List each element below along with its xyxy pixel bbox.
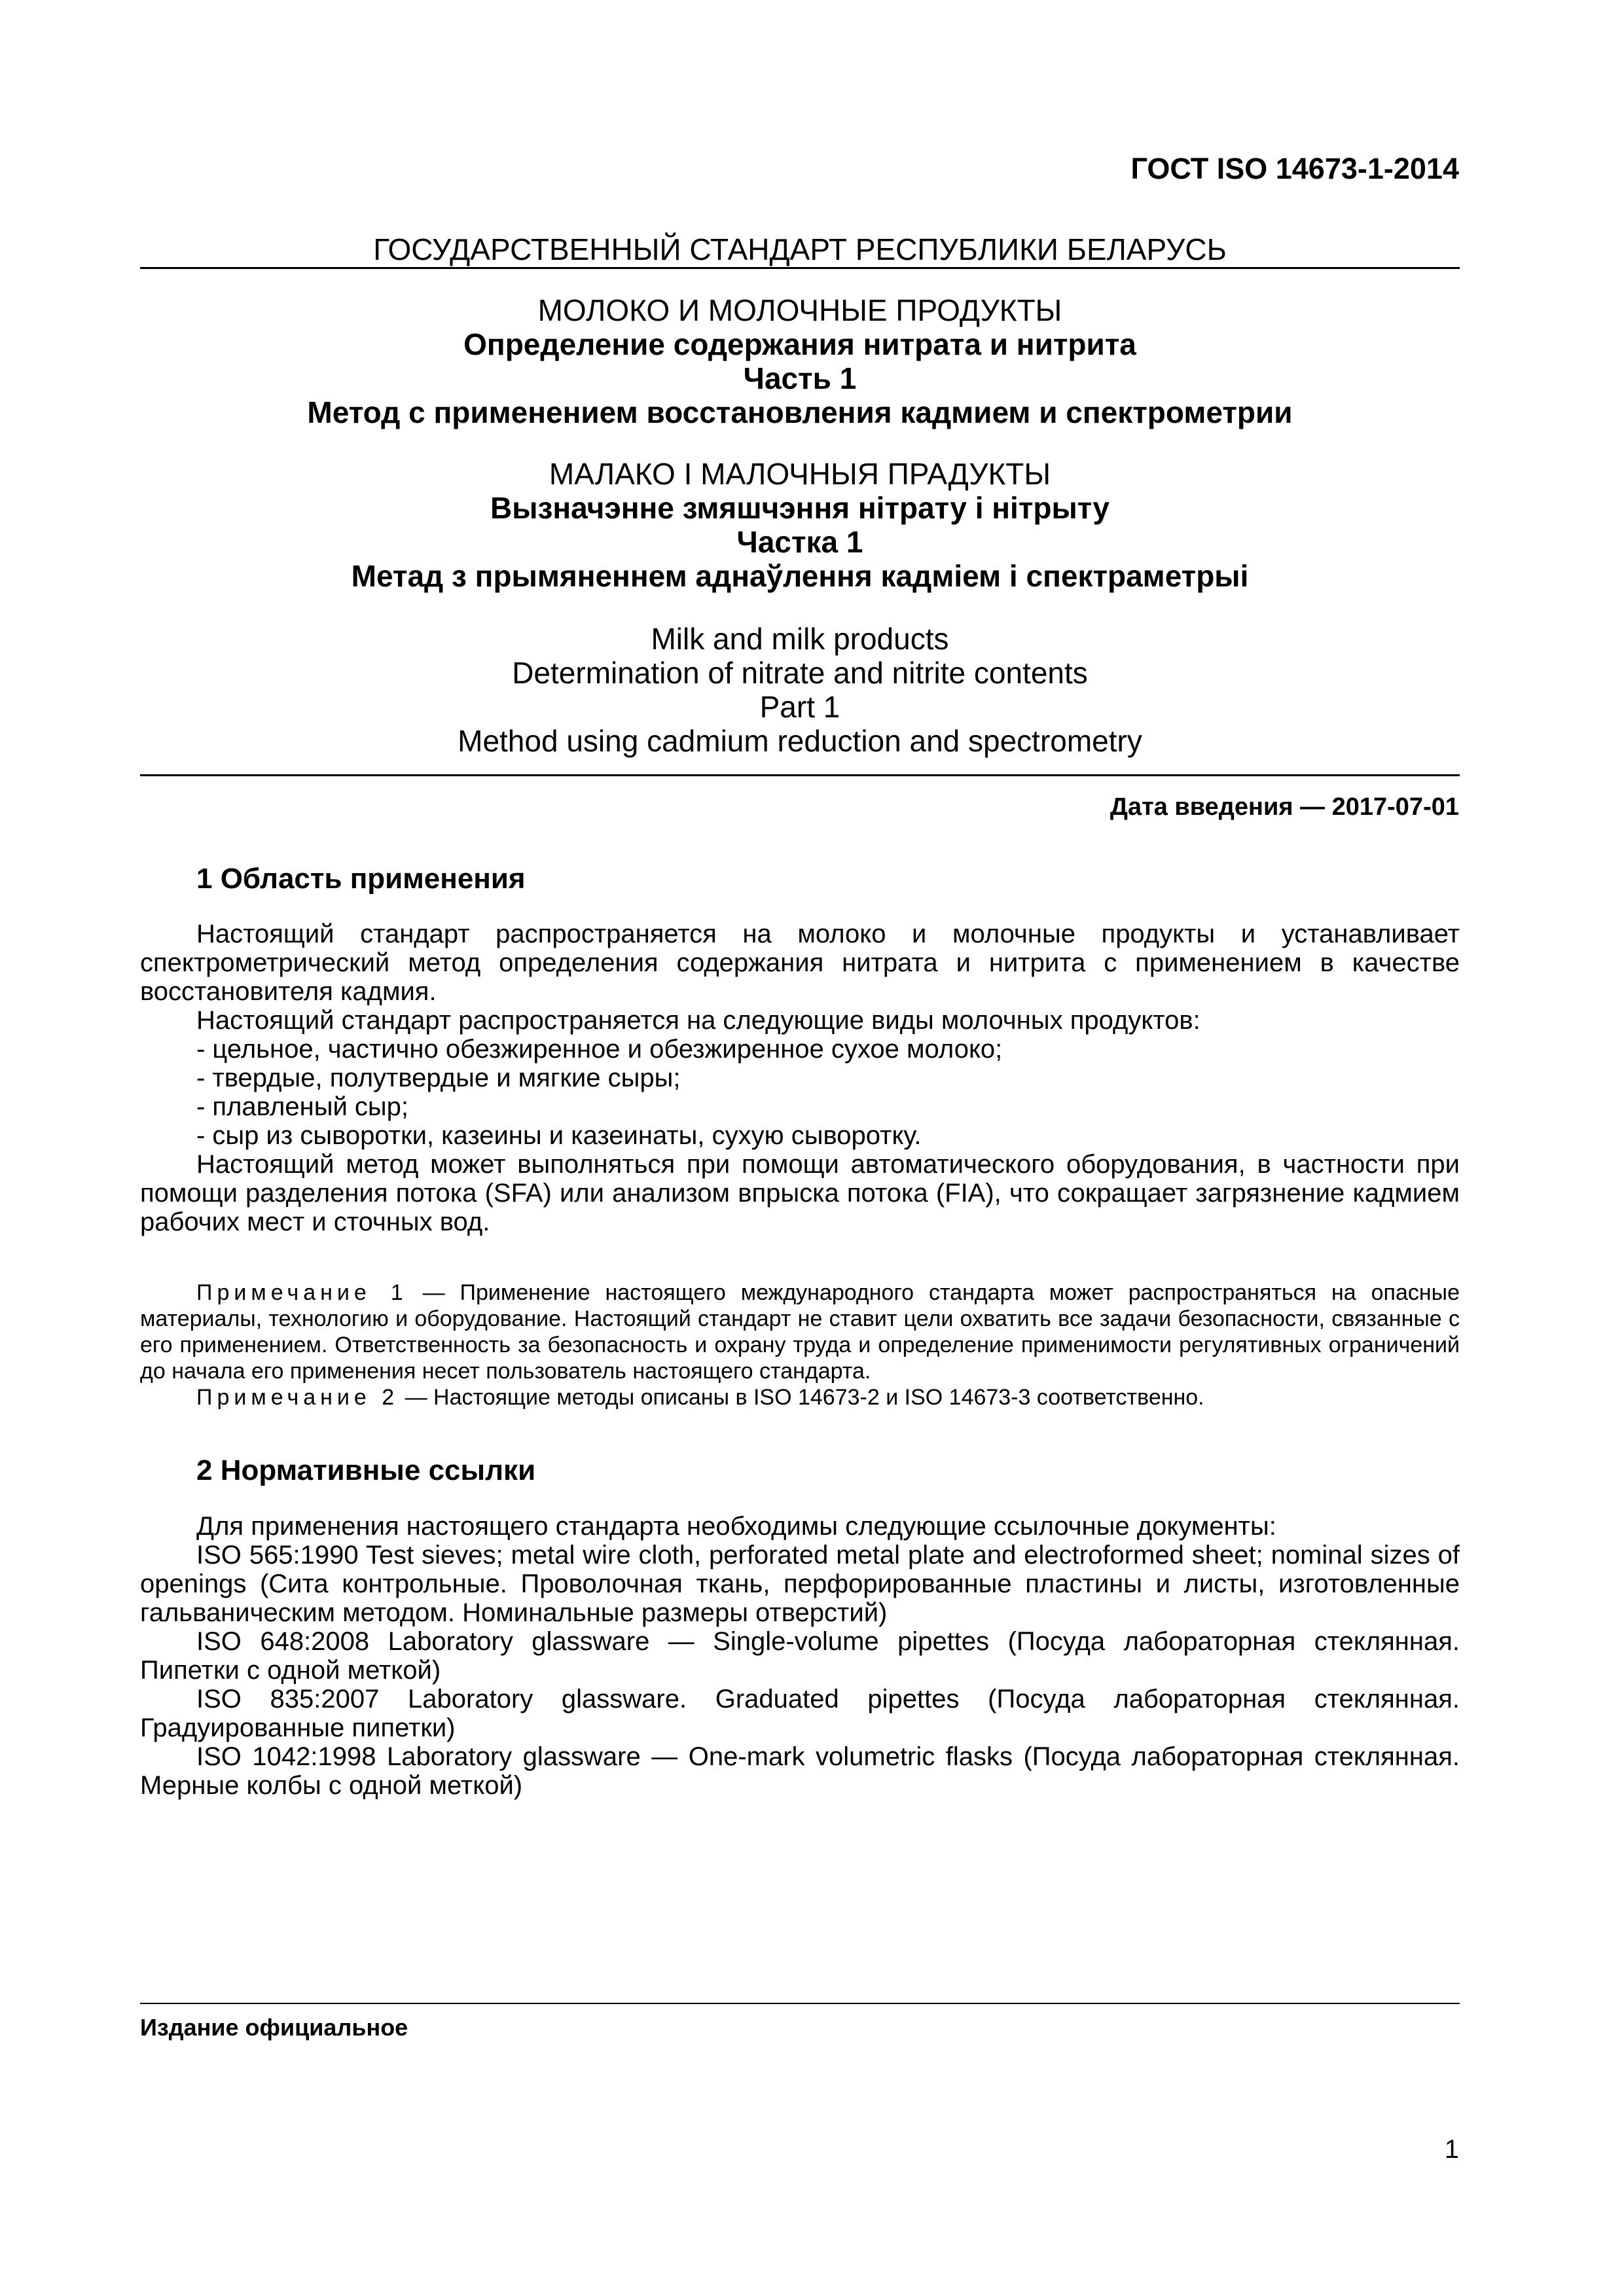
list-item: - сыр из сыворотки, казеины и казеинаты, сухую сыворотку.: [196, 1121, 922, 1150]
note-2-label: Примечание 2: [196, 1385, 399, 1410]
page-number: 1: [1444, 2135, 1459, 2164]
reference-item: ISO 565:1990 Test sieves; metal wire cloth, perforated metal plate and electroformed sheet; nominal sizes of openings (Сита контрольные. Проволочная ткань, перфорированные пластины и листы, изготовленные гальваническим методом. Номинальные размеры отверстий): [140, 1541, 1460, 1627]
title-en-line4: Method using cadmium reduction and spectrometry: [458, 724, 1142, 758]
paragraph: Настоящий метод может выполняться при помощи автоматического оборудования, в частности при помощи разделения потока (SFA) или анализом впрыска потока (FIA), что сокращает загрязнение кадмием рабочих мест и сточных вод.: [140, 1150, 1460, 1236]
note-1-label: Примечание 1: [196, 1280, 408, 1305]
title-en-line2: Determination of nitrate and nitrite contents: [512, 656, 1088, 690]
section-1-body: [140, 920, 1460, 1236]
title-ru-line4: Метод с применением восстановления кадмием и спектрометрии: [307, 395, 1293, 429]
paragraph: Настоящий стандарт распространяется на следующие виды молочных продуктов:: [196, 1006, 1200, 1035]
footer-rule: [140, 2003, 1460, 2004]
title-en-line1: Milk and milk products: [651, 622, 949, 656]
title-be-line1: МАЛАКО І МАЛОЧНЫЯ ПРАДУКТЫ: [549, 457, 1051, 491]
reference-item: ISO 1042:1998 Laboratory glassware — One-mark volumetric flasks (Посуда лабораторная стеклянная. Мерные колбы с одной меткой): [140, 1742, 1460, 1800]
section-2-body: [140, 1512, 1460, 1800]
note-2-text: — Настоящие методы описаны в ISO 14673-2 и ISO 14673-3 соответственно.: [399, 1385, 1204, 1410]
title-rule: [140, 774, 1460, 776]
section-2-heading: 2 Нормативные ссылки: [196, 1454, 536, 1486]
introduction-date: Дата введения — 2017-07-01: [1110, 793, 1459, 821]
notes-block: [140, 1280, 1460, 1410]
paragraph: Для применения настоящего стандарта необходимы следующие ссылочные документы:: [196, 1512, 1276, 1541]
title-ru-line2: Определение содержания нитрата и нитрита: [463, 327, 1136, 361]
note-2: [140, 1384, 1460, 1410]
title-english: [140, 622, 1460, 758]
title-be-line2: Вызначэнне змяшчэння нітрату і нітрыту: [490, 491, 1110, 525]
title-en-line3: Part 1: [759, 690, 840, 724]
note-1-text: — Применение настоящего международного стандарта может распространяться на опасные материалы, технологию и оборудование. Настоящий стандарт не ставит цели охватить все задачи безопасности, связанные с его применением. Ответственность за безопасность и охрану труда и определение применимости регулятивных ограничений до начала его применения несет пользователь настоящего стандарта.: [140, 1280, 1460, 1384]
note-1: [140, 1280, 1460, 1384]
title-belarusian: [140, 457, 1460, 593]
title-be-line4: Метад з прымяненнем аднаўлення кадміем і спектраметрыі: [351, 559, 1249, 593]
official-edition-label: Издание официальное: [140, 2014, 408, 2041]
paragraph: Настоящий стандарт распространяется на молоко и молочные продукты и устанавливает спектрометрический метод определения содержания нитрата и нитрита с применением в качестве восстановителя кадмия.: [140, 920, 1460, 1006]
reference-item: ISO 648:2008 Laboratory glassware — Single-volume pipettes (Посуда лабораторная стеклянная. Пипетки с одной меткой): [140, 1627, 1460, 1685]
state-standard-heading: ГОСУДАРСТВЕННЫЙ СТАНДАРТ РЕСПУБЛИКИ БЕЛАРУСЬ: [373, 232, 1227, 266]
reference-item: ISO 835:2007 Laboratory glassware. Graduated pipettes (Посуда лабораторная стеклянная. Градуированные пипетки): [140, 1685, 1460, 1742]
title-be-line3: Частка 1: [736, 525, 863, 559]
title-russian: [140, 293, 1460, 429]
section-1-heading: 1 Область применения: [196, 863, 526, 895]
title-ru-line3: Часть 1: [743, 361, 857, 395]
list-item: - твердые, полутвердые и мягкие сыры;: [196, 1064, 681, 1092]
list-item: - плавленый сыр;: [196, 1092, 409, 1121]
title-ru-line1: МОЛОКО И МОЛОЧНЫЕ ПРОДУКТЫ: [537, 293, 1062, 327]
document-code: ГОСТ ISO 14673-1-2014: [1130, 152, 1459, 185]
header-rule: [140, 267, 1460, 269]
list-item: - цельное, частично обезжиренное и обезжиренное сухое молоко;: [196, 1035, 1003, 1064]
